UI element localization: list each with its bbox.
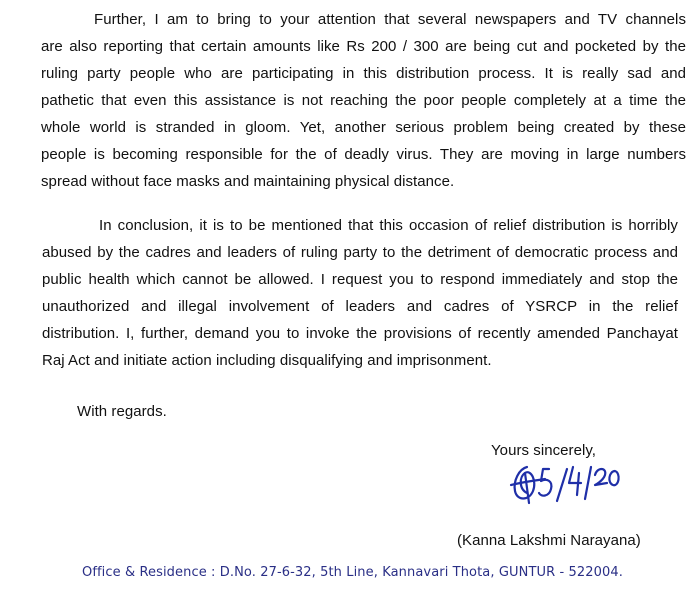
- paragraph-line: In conclusion, it is to be mentioned that this occasion of relief distribution is horribly: [99, 217, 678, 234]
- paragraph-line: unauthorized and illegal involvement of leaders and cadres of YSRCP in the relief: [42, 298, 678, 315]
- paragraph-line: people is becoming responsible for the of deadly virus. They are moving in large numbers: [41, 146, 686, 163]
- sign-off: Yours sincerely,: [491, 442, 597, 459]
- paragraph-line: spread without face masks and maintaining physical distance.: [41, 173, 455, 190]
- closing-salutation: With regards.: [77, 403, 167, 420]
- paragraph-line: ruling party people who are participating in this distribution process. It is really sad and: [41, 65, 686, 82]
- paragraph-line: pathetic that even this assistance is not reaching the poor people completely at a time the: [41, 92, 686, 109]
- paragraph-line: are also reporting that certain amounts like Rs 200 / 300 are being cut and pocketed by the: [41, 38, 686, 55]
- paragraph-line: distribution. I, further, demand you to invoke the provisions of recently amended Panchayat: [42, 325, 678, 342]
- paragraph-line: public health which cannot be allowed. I request you to respond immediately and stop the: [42, 271, 678, 288]
- paragraph-line: Raj Act and initiate action including disqualifying and imprisonment.: [42, 352, 492, 369]
- signer-name: (Kanna Lakshmi Narayana): [457, 532, 641, 549]
- office-address-footer: Office & Residence : D.No. 27-6-32, 5th Line, Kannavari Thota, GUNTUR - 522004.: [82, 565, 623, 580]
- paragraph-line: whole world is stranded in gloom. Yet, another serious problem being created by these: [41, 119, 686, 136]
- handwritten-signature: [505, 459, 625, 509]
- paragraph-line: abused by the cadres and leaders of ruling party to the detriment of democratic process and: [42, 244, 678, 261]
- paragraph-line: Further, I am to bring to your attention that several newspapers and TV channels: [94, 11, 686, 28]
